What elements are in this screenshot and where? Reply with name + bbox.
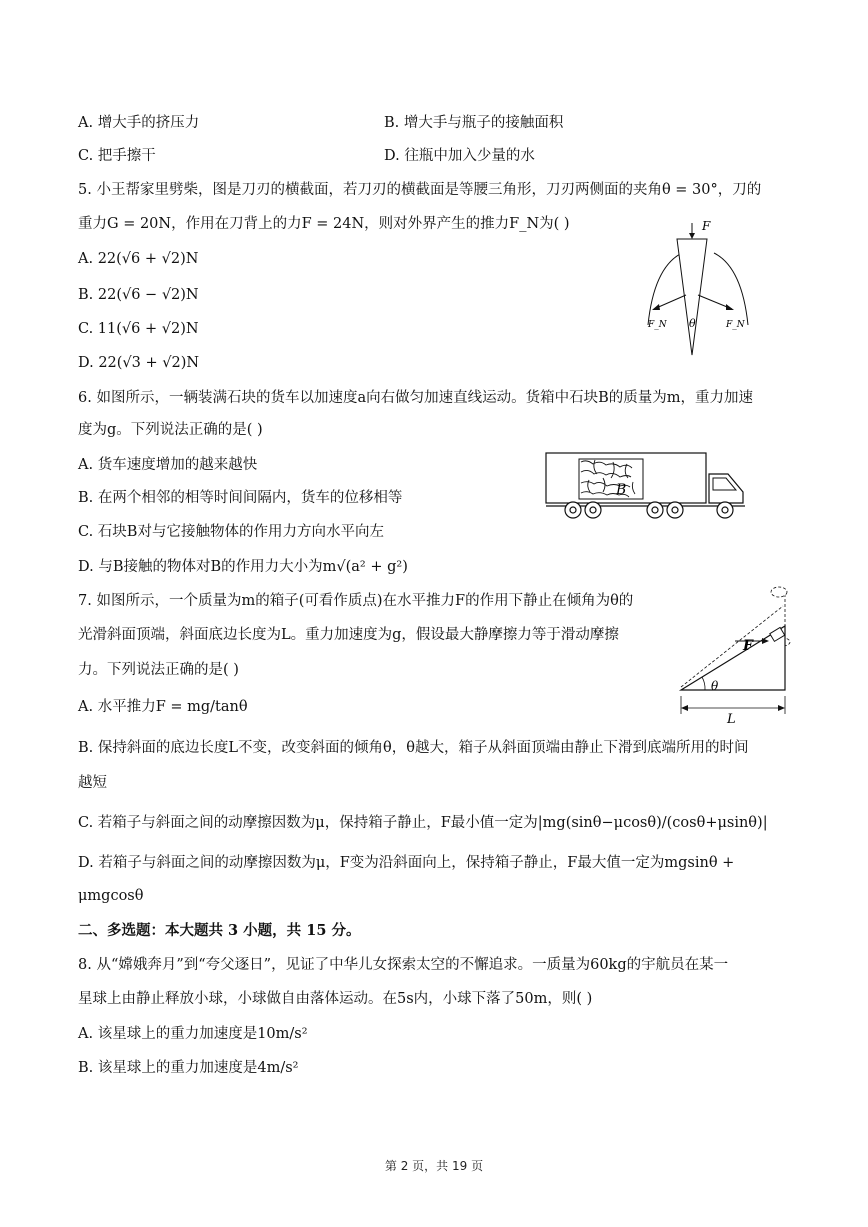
q7-option-a: A. 水平推力F = mg/tanθ xyxy=(78,699,248,715)
q6-option-a: A. 货车速度增加的越来越快 xyxy=(78,457,258,473)
blade-label-theta: θ xyxy=(689,317,696,330)
q8-option-a: A. 该星球上的重力加速度是10m/s² xyxy=(78,1026,308,1042)
q7-option-b-line1: B. 保持斜面的底边长度L不变，改变斜面的倾角θ，θ越大，箱子从斜面顶端由静止下滑到底端所用的时间 xyxy=(78,740,749,756)
incline-label-l: L xyxy=(727,712,736,727)
page-footer: 第 2 页，共 19 页 xyxy=(384,1159,484,1173)
q4-option-a: A. 增大手的挤压力 xyxy=(78,115,200,131)
q5-option-d: D. 22(√3 + √2)N xyxy=(78,355,200,371)
incline-figure xyxy=(675,586,795,726)
blade-label-f: F xyxy=(702,219,711,233)
q7-option-b-line2: 越短 xyxy=(78,775,107,791)
q5-option-a: A. 22(√6 + √2)N xyxy=(78,251,199,267)
q7-stem-line3: 力。下列说法正确的是( ) xyxy=(78,662,239,678)
incline-label-f: F xyxy=(743,638,753,654)
q5-stem-line1: 5. 小王帮家里劈柴，图是刀刃的横截面，若刀刃的横截面是等腰三角形，刀刃两侧面的夹角θ = 30°，刀的 xyxy=(78,182,762,198)
q6-option-c: C. 石块B对与它接触物体的作用力方向水平向左 xyxy=(78,524,384,540)
q4-option-c: C. 把手擦干 xyxy=(78,148,156,164)
q7-stem-line1: 7. 如图所示，一个质量为m的箱子(可看作质点)在水平推力F的作用下静止在倾角为θ的 xyxy=(78,593,634,609)
q6-stem-line2: 度为g。下列说法正确的是( ) xyxy=(78,422,263,438)
q5-option-c: C. 11(√6 + √2)N xyxy=(78,321,199,337)
q5-stem-line2: 重力G = 20N，作用在刀背上的力F = 24N，则对外界产生的推力F_N为( ) xyxy=(78,216,570,232)
q7-option-d-line1: D. 若箱子与斜面之间的动摩擦因数为μ，F变为沿斜面向上，保持箱子静止，F最大值一定为mgsinθ + xyxy=(78,855,735,871)
incline-label-theta: θ xyxy=(711,679,719,693)
truck-label-b: B xyxy=(616,482,627,498)
q8-stem-line1: 8. 从“嫦娥奔月”到“夸父逐日”，见证了中华儿女探索太空的不懈追求。一质量为60kg的宇航员在某一 xyxy=(78,957,729,973)
truck-figure xyxy=(543,450,749,522)
q4-option-b: B. 增大手与瓶子的接触面积 xyxy=(384,115,564,131)
q6-option-b: B. 在两个相邻的相等时间间隔内，货车的位移相等 xyxy=(78,490,403,506)
q8-option-b: B. 该星球上的重力加速度是4m/s² xyxy=(78,1060,299,1076)
q6-stem-line1: 6. 如图所示，一辆装满石块的货车以加速度a向右做匀加速直线运动。货箱中石块B的质量为m，重力加速 xyxy=(78,390,753,406)
blade-figure xyxy=(640,215,760,360)
q4-option-d: D. 往瓶中加入少量的水 xyxy=(384,148,535,164)
q7-option-d-line2: μmgcosθ xyxy=(78,888,144,904)
blade-label-fn-left: F_N xyxy=(648,320,667,330)
blade-label-fn-right: F_N xyxy=(726,320,745,330)
q5-option-b: B. 22(√6 − √2)N xyxy=(78,287,199,303)
q8-stem-line2: 星球上由静止释放小球，小球做自由落体运动。在5s内，小球下落了50m，则( ) xyxy=(78,991,593,1007)
section-heading-multiple-choice: 二、多选题：本大题共 3 小题，共 15 分。 xyxy=(78,922,361,939)
q6-option-d: D. 与B接触的物体对B的作用力大小为m√(a² + g²) xyxy=(78,559,408,575)
q7-stem-line2: 光滑斜面顶端，斜面底边长度为L。重力加速度为g，假设最大静摩擦力等于滑动摩擦 xyxy=(78,627,619,643)
q7-option-c: C. 若箱子与斜面之间的动摩擦因数为μ，保持箱子静止，F最小值一定为|mg(sinθ−μcosθ)/(cosθ+μsinθ)| xyxy=(78,815,768,831)
